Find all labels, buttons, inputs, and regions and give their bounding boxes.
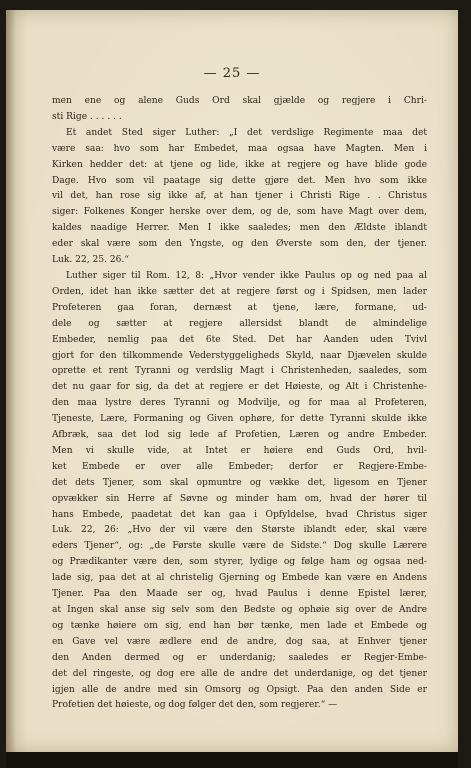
text-line: oprette et rent Tyranni og verdslig Magt i Christenheden, saaledes, som [52, 366, 427, 377]
text-line: igjen alle de andre med sin Omsorg og Opsigt. Paa den anden Side er [52, 684, 427, 695]
book-page [6, 10, 458, 752]
text-line: og tænke høiere om sig, end han bør tænke, men lade et Embede og [52, 620, 427, 631]
scan-bottom-edge [6, 752, 458, 768]
text-line: vil det, han rose sig ikke af, at han tjener i Christi Rige . . Christus [52, 191, 427, 202]
text-line: Luther siger til Rom. 12, 8: „Hvor vender ikke Paulus op og ned paa al [66, 270, 427, 281]
text-line: en Gave vel være ædlere end de andre, dog saa, at Enhver tjener [52, 636, 427, 647]
text-line: hans Embede, paadetat det kan gaa i Opfyldelse, hvad Christus siger [52, 509, 427, 520]
text-line: dele og sætter at regjere allersidst blandt de almindelige [52, 318, 427, 329]
text-line: Profeteren gaa foran, dernæst at tjene, lære, formane, ud- [52, 302, 427, 313]
text-line: og Prædikanter være den, som styrer, lydige og følge ham og ogsaa ned- [52, 557, 427, 568]
text-line: Tjeneste, Lære, Formaning og Given ophøre, for dette Tyranni skulde ikke [52, 414, 427, 425]
text-line: Profetien det høieste, og dog følger det den, som regjerer.“ — [52, 700, 338, 711]
text-line: Luk. 22, 25. 26.“ [52, 255, 130, 266]
text-line: det del ringeste, og dog ere alle de andre det underdanige, og det tjener [52, 668, 427, 679]
text-line: lade sig, paa det at al christelig Gjerning og Embede kan være en Andens [52, 573, 427, 584]
text-line: gjort for den tilkommende Vederstyggeligheds Skyld, naar Djævelen skulde [52, 350, 427, 361]
text-line: det dets Tjener, som skal opmuntre og vække det, ligesom en Tjener [52, 477, 427, 488]
text-line: Tjener. Paa den Maade ser og, hvad Paulus i denne Epistel lærer, [52, 589, 427, 600]
text-line: opvækker sin Herre af Søvne og minder ham om, hvad der hører til [52, 493, 427, 504]
text-line: kaldes naadige Herrer. Men I ikke saaledes; men den Ældste iblandt [52, 223, 427, 234]
text-line: sti Rige . . . . . . [52, 111, 122, 122]
text-line: at Ingen skal anse sig selv som den Bedste og ophøie sig over de Andre [52, 605, 427, 615]
text-line: Embeder, nemlig paa det 6te Sted. Det har Aanden uden Tvivl [52, 334, 427, 345]
text-line: Dage. Hvo som vil paatage sig dette gjøre det. Men hvo som ikke [52, 175, 427, 186]
text-line: være saa: hvo som har Embedet, maa ogsaa have Magten. Men i [52, 143, 427, 154]
text-line: ket Embede er over alle Embeder; derfor er Regjere-Embe- [52, 461, 427, 472]
body-text [52, 94, 427, 714]
text-line: Orden, idet han ikke sætter det at regjere først og i Spidsen, men lader [52, 286, 427, 297]
text-line: den Anden dermed og er underdanig; saaledes er Regjer-Embe- [52, 652, 427, 663]
text-line: eders Tjener“, og: „de Første skulle være de Sidste.“ Dog skulle Lærere [52, 541, 427, 552]
text-line: siger: Folkenes Konger herske over dem, og de, som have Magt over dem, [52, 207, 427, 218]
text-line: den maa lystre deres Tyranni og Modvilje, og for maa al Profeteren, [52, 398, 427, 409]
text-line: eder skal være som den Yngste, og den Øverste som den, der tjener. [52, 239, 427, 250]
text-line: Afbræk, saa det lod sig lede af Profetien, Læren og andre Embeder. [52, 430, 427, 441]
text-line: Men vi skulle vide, at Intet er høiere end Guds Ord, hvil- [52, 445, 427, 456]
text-line: men ene og alene Guds Ord skal gjælde og regjere i Chri- [52, 96, 427, 106]
page-number: — 25 — [203, 66, 261, 81]
text-line: Kirken hedder det: at tjene og lide, ikke at regjere og have blide gode [52, 159, 427, 170]
text-line: Luk. 22, 26: „Hvo der vil være den Største iblandt eder, skal være [52, 525, 427, 536]
page-gutter-shadow [6, 10, 16, 752]
text-line: det nu gaar for sig, da det at regjere er det Høieste, og Alt i Christenhe- [52, 382, 427, 393]
text-line: Et andet Sted siger Luther: „I det verdslige Regimente maa det [66, 127, 427, 138]
